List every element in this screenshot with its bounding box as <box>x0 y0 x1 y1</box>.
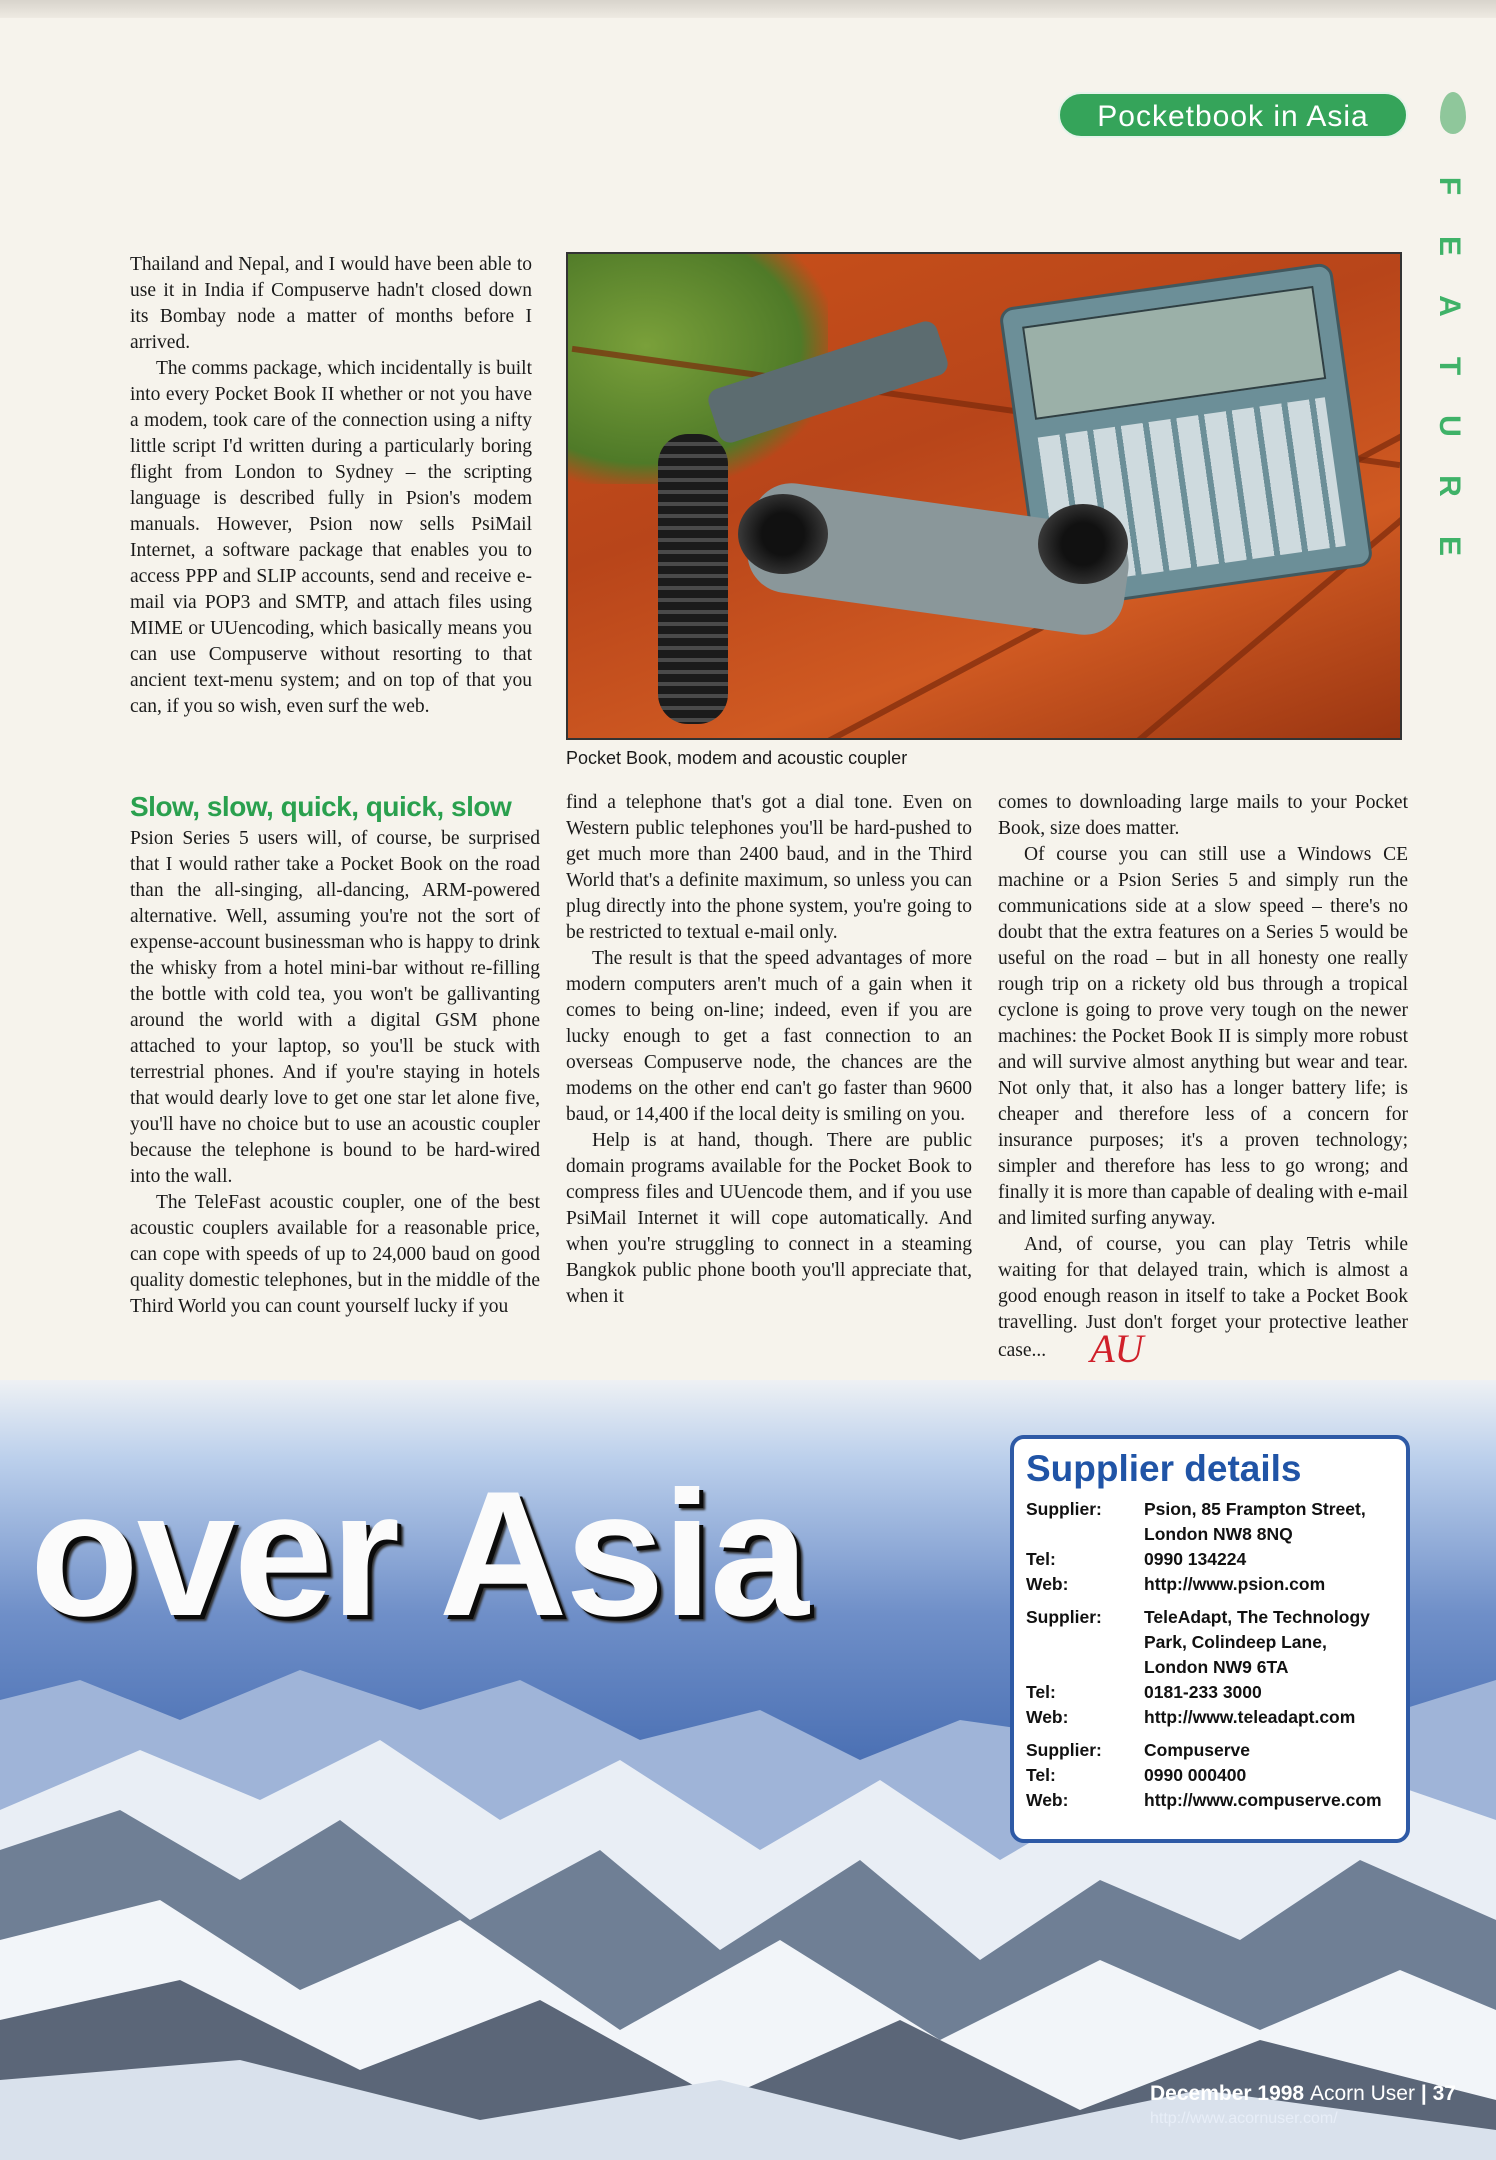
web-value: http://www.teleadapt.com <box>1144 1707 1356 1727</box>
feature-letter: R <box>1433 475 1466 497</box>
top-band <box>0 0 1496 18</box>
web-label: Web: <box>1026 1790 1069 1810</box>
supplier-line: Psion, 85 Frampton Street, <box>1144 1499 1366 1519</box>
paragraph: The TeleFast acoustic coupler, one of the best acoustic couplers available for a reasonable price, can cope with speeds of up to 24,000 baud on good quality domestic telephones, but in the middle of the Third World you can count yourself lucky if you <box>130 1192 540 1317</box>
supplier-row <box>1026 1605 1396 1680</box>
feature-letter: A <box>1433 295 1466 317</box>
article-column-3 <box>998 790 1408 1371</box>
supplier-value <box>1144 1738 1396 1763</box>
supplier-box-title: Supplier details <box>1026 1448 1302 1489</box>
web-row <box>1026 1572 1396 1597</box>
photo-caption: Pocket Book, modem and acoustic coupler <box>566 748 908 768</box>
paragraph: The result is that the speed advantages of more modern computers aren't much of a gain when it comes to being on-line; indeed, even if you are lucky enough to get a fast connection to an overseas Compuserve node, the chances are the modems on the other end can't go faster than 9600 baud, or 14,400 if the local deity is smiling on you. <box>566 948 972 1125</box>
tel-label: Tel: <box>1026 1549 1056 1569</box>
paragraph-text: And, of course, you can play Tetris while waiting for that delayed train, which is almost a good enough reason in itself to take a Pocket Book travelling. Just don't forget your protective leather case... <box>998 1234 1408 1361</box>
coiled-cord <box>658 434 728 724</box>
paragraph: The comms package, which incidentally is built into every Pocket Book II whether or not you have a modem, took care of the connection using a nifty little script I'd written during a particularly boring flight from London to Sydney – the scripting language is described fully in Psion's modem manuals. However, Psion now sells PsiMail Internet, a software package that enables you to access PPP and SLIP accounts, send and receive e-mail via POP3 and SMTP, and attach files using MIME or UUencoding, which basically means you can use Compuserve without resorting to that ancient text-menu system; and on top of that you can, if you so wish, even surf the web. <box>130 358 532 717</box>
publication-name: Acorn User <box>1309 2082 1415 2105</box>
feature-letter: E <box>1433 235 1466 256</box>
supplier-row <box>1026 1738 1396 1763</box>
article-column-1 <box>130 790 540 1320</box>
paragraph <box>998 1232 1408 1371</box>
supplier-line: Park, Colindeep Lane, <box>1144 1632 1327 1652</box>
feature-vertical-label <box>1425 170 1475 562</box>
headline: over Asia <box>30 1454 807 1653</box>
web-row <box>1026 1705 1396 1730</box>
article-column-2 <box>566 790 972 1310</box>
supplier-row <box>1026 1497 1396 1547</box>
page-footer <box>1150 2082 1456 2128</box>
supplier-line: TeleAdapt, The Technology <box>1144 1607 1370 1627</box>
supplier-label: Supplier: <box>1026 1607 1102 1627</box>
feature-letter: E <box>1433 535 1466 556</box>
tel-value: 0990 134224 <box>1144 1549 1247 1569</box>
web-value: http://www.psion.com <box>1144 1574 1326 1594</box>
supplier-value <box>1144 1497 1396 1547</box>
paragraph: comes to downloading large mails to your Pocket Book, size does matter. <box>998 792 1408 839</box>
leaf-icon <box>1440 92 1466 134</box>
paragraph: find a telephone that's got a dial tone. Even on Western public telephones you'll be hard-pushed to get much more than 2400 baud, and in the Third World that's a definite maximum, so unless you can plug directly into the phone system, you're going to be restricted to textual e-mail only. <box>566 792 972 943</box>
issue-date: December 1998 <box>1150 2082 1305 2105</box>
tel-row <box>1026 1547 1396 1572</box>
supplier-line: Compuserve <box>1144 1740 1251 1760</box>
footer-line <box>1150 2082 1456 2106</box>
page-number: 37 <box>1432 2082 1456 2105</box>
paragraph: Thailand and Nepal, and I would have been able to use it in India if Compuserve hadn't closed down its Bombay node a matter of months before I arrived. <box>130 254 532 353</box>
separator: | <box>1420 2082 1427 2105</box>
web-label: Web: <box>1026 1574 1069 1594</box>
tel-value: 0181-233 3000 <box>1144 1682 1262 1702</box>
supplier-value <box>1144 1605 1396 1680</box>
paragraph: Help is at hand, though. There are public domain programs available for the Pocket Book to compress files and UUencode them, and if you use PsiMail Internet it will cope automatically. And when you're struggling to connect in a steaming Bangkok public phone booth you'll appreciate that, when it <box>566 1130 972 1307</box>
feature-letter: F <box>1433 176 1466 196</box>
tel-label: Tel: <box>1026 1682 1056 1702</box>
website-url: http://www.acornuser.com/ <box>1150 2110 1338 2127</box>
tel-label: Tel: <box>1026 1765 1056 1785</box>
paragraph: Of course you can still use a Windows CE machine or a Psion Series 5 and simply run the communications side at a slow speed – there's no doubt that the extra features on a Series 5 would be useful on the road – but in all honesty one really rough trip on a rickety old bus through a tropical cyclone is going to prove very tough on the newer machines: the Pocket Book II is simply more robust and will survive almost anything but wear and tear. Not only that, it also has a longer battery life; is cheaper and therefore less of a concern for insurance purposes; it's a proven technology; simpler and therefore has less to go wrong; and finally it is more than capable of dealing with e-mail and limited surfing anyway. <box>998 844 1408 1229</box>
end-mark-logo: AU <box>1090 1326 1144 1371</box>
paragraph: Psion Series 5 users will, of course, be surprised that I would rather take a Pocket Book on the road than the all-singing, all-dancing, ARM-powered alternative. Well, assuming you're not the sort of expense-account businessman who is happy to drink the whisky from a hotel mini-bar without re-filling the bottle with cold tea, you won't be gallivanting around the world with a digital GSM phone attached to your laptop, so you'll be stuck with terrestrial phones. And if you're staying in hotels that would dearly love to get one star let alone five, you'll have no choice but to use an acoustic coupler because the telephone is bound to be hard-wired into the wall. <box>130 828 540 1187</box>
web-row <box>1026 1788 1396 1813</box>
tel-row <box>1026 1763 1396 1788</box>
web-value: http://www.compuserve.com <box>1144 1790 1382 1810</box>
coupler-cup <box>1038 504 1128 584</box>
section-tag: Pocketbook in Asia <box>1058 92 1408 138</box>
web-label: Web: <box>1026 1707 1069 1727</box>
supplier-label: Supplier: <box>1026 1740 1102 1760</box>
tel-row <box>1026 1680 1396 1705</box>
tel-value: 0990 000400 <box>1144 1765 1247 1785</box>
article-column-1-top <box>130 252 532 720</box>
supplier-label: Supplier: <box>1026 1499 1102 1519</box>
supplier-line: London NW9 6TA <box>1144 1657 1289 1677</box>
feature-letter: U <box>1433 415 1466 437</box>
product-photo <box>566 252 1402 740</box>
subheading: Slow, slow, quick, quick, slow <box>130 791 512 822</box>
supplier-line: London NW8 8NQ <box>1144 1524 1293 1544</box>
feature-letter: T <box>1433 356 1466 376</box>
coupler-cup <box>738 494 828 574</box>
supplier-details-box <box>1010 1435 1410 1843</box>
device-screen <box>1022 286 1326 420</box>
